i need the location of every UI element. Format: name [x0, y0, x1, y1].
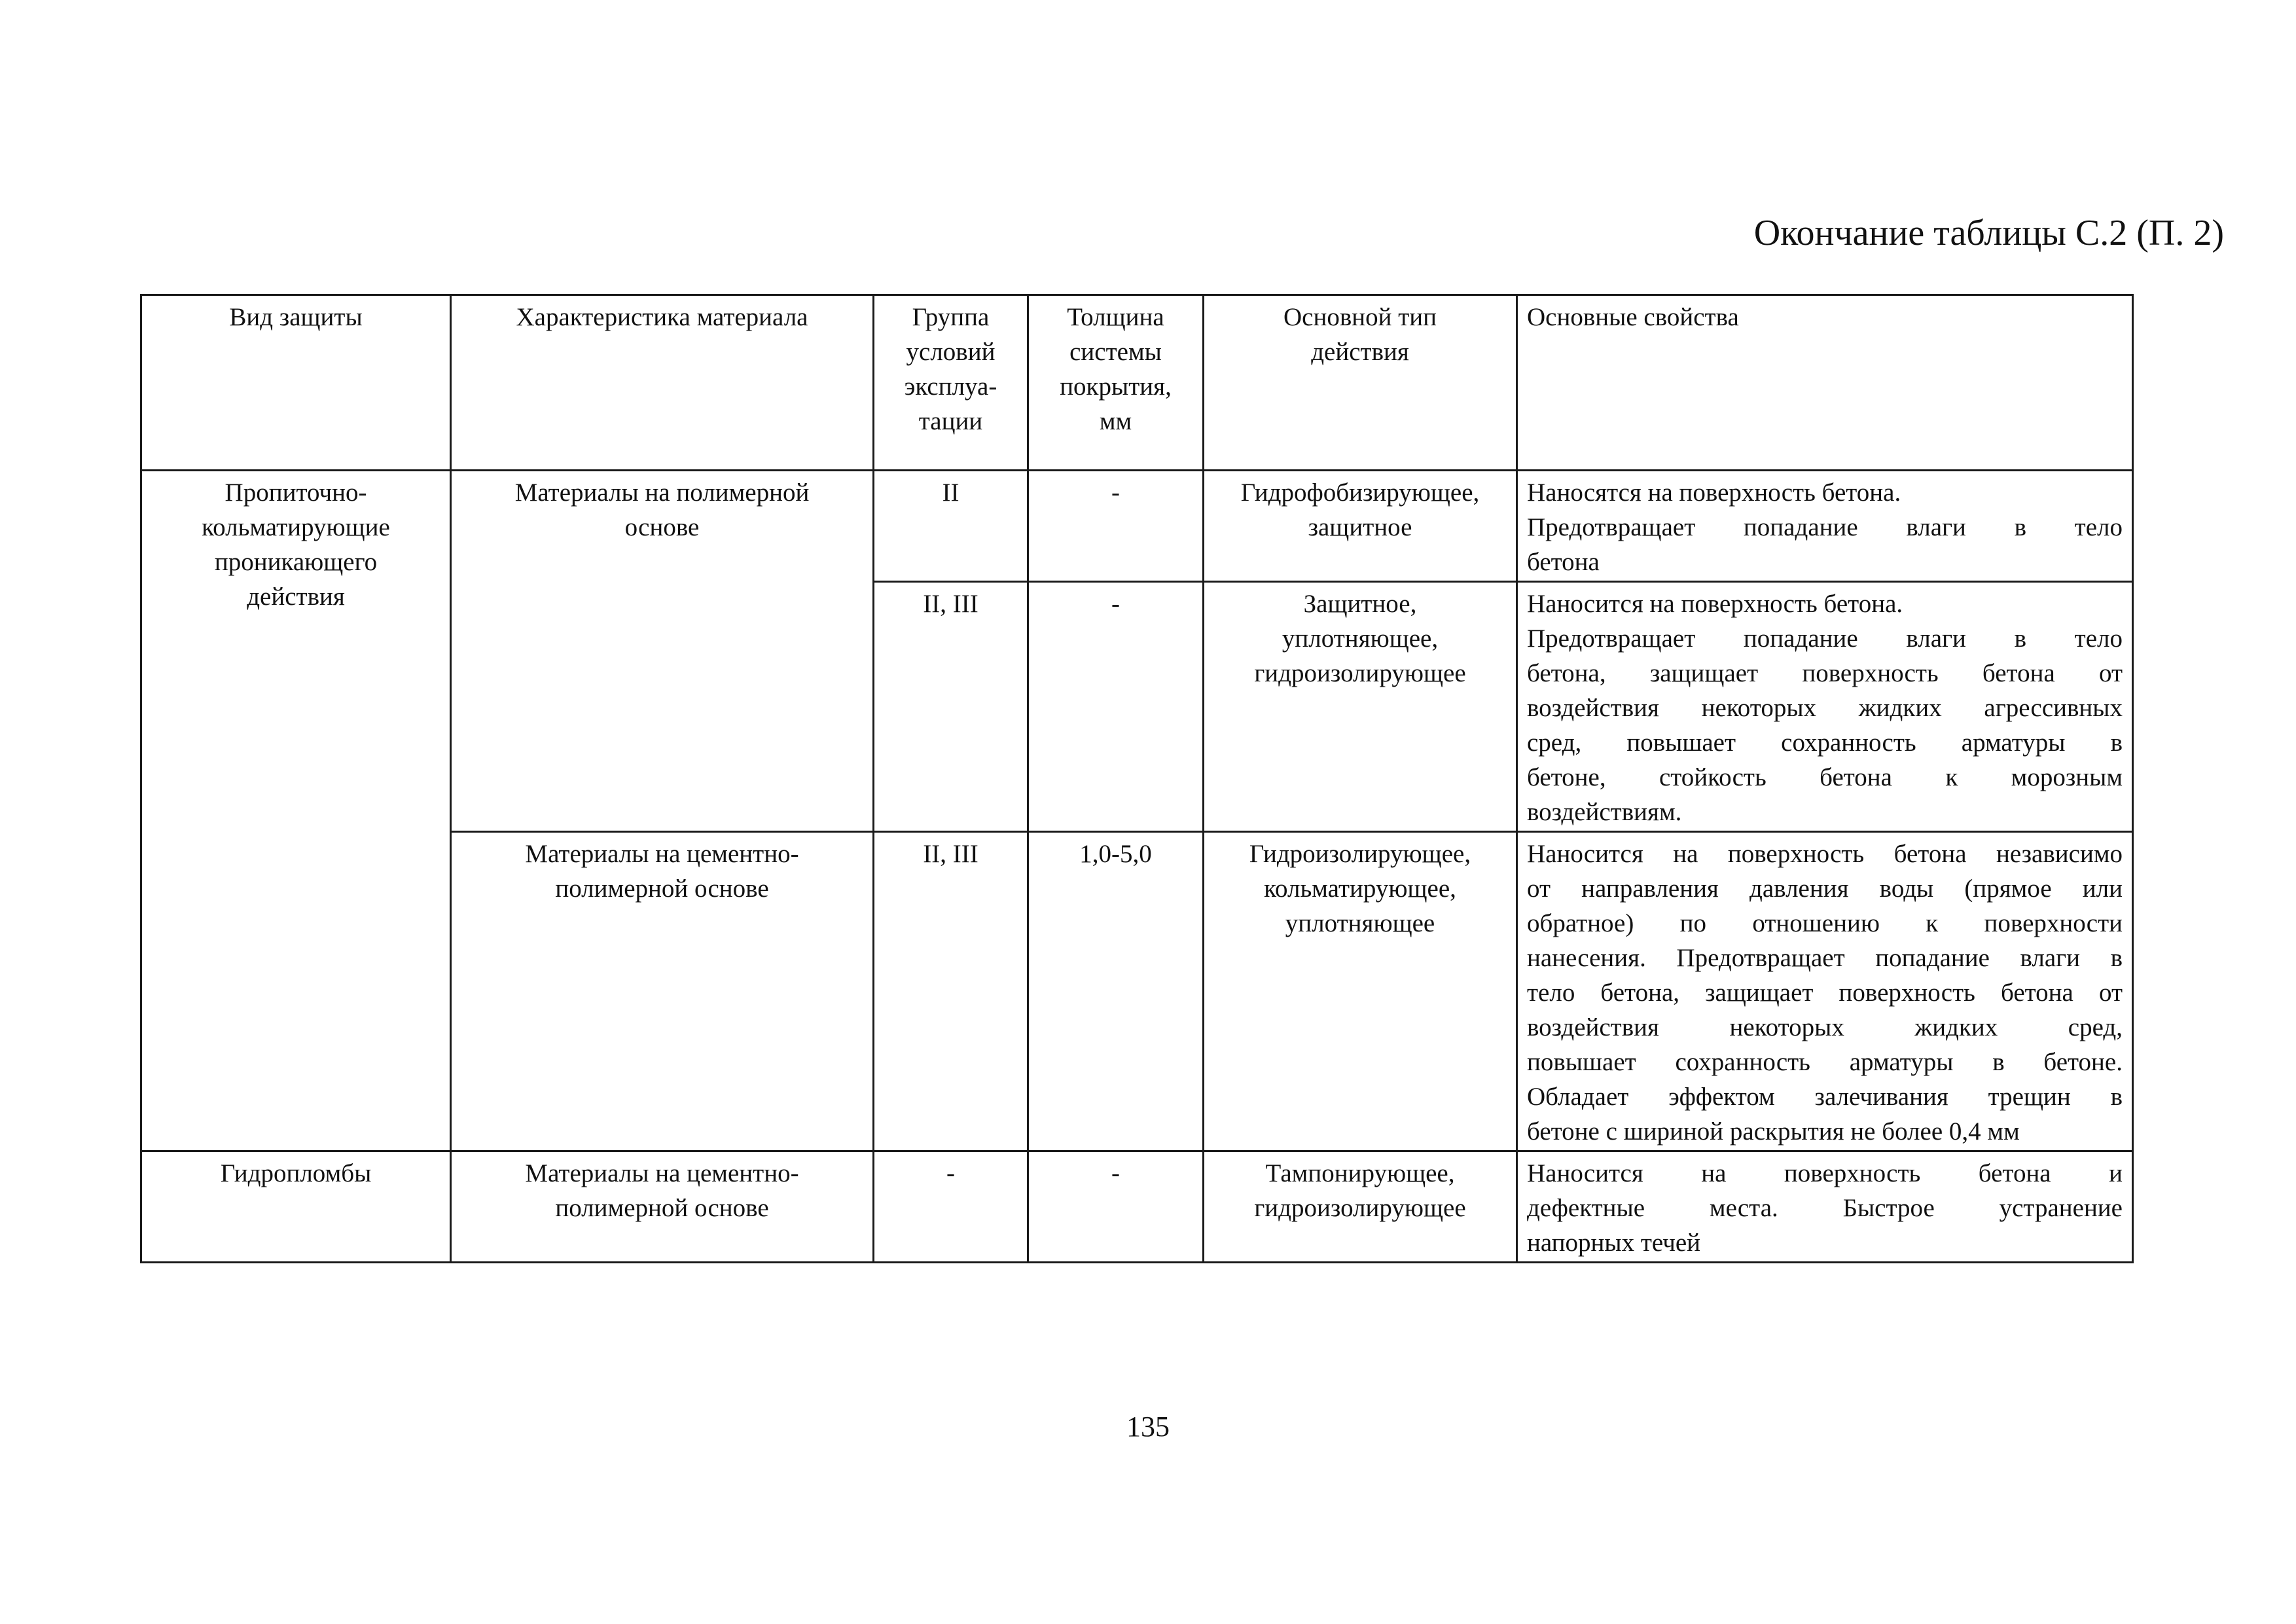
- cell-conditions: II: [874, 471, 1028, 582]
- table-header-row: [141, 295, 2133, 471]
- table-row: [141, 471, 2133, 582]
- cell-material: Материалы на цементно- полимерной основе: [451, 832, 874, 1151]
- cell-material: Материалы на полимерной основе: [451, 471, 874, 832]
- cell-thickness: 1,0-5,0: [1028, 832, 1204, 1151]
- table-row: [141, 1151, 2133, 1263]
- header-thickness: Толщина системы покрытия, мм: [1028, 295, 1204, 471]
- cell-thickness: -: [1028, 1151, 1204, 1263]
- header-action: Основной тип действия: [1204, 295, 1517, 471]
- cell-action: Гидрофобизирующее, защитное: [1204, 471, 1517, 582]
- cell-thickness: -: [1028, 471, 1204, 582]
- cell-conditions: II, III: [874, 582, 1028, 832]
- table-caption: Окончание таблицы С.2 (П. 2): [1753, 213, 2224, 253]
- page-number: 135: [1126, 1411, 1170, 1443]
- cell-thickness: -: [1028, 582, 1204, 832]
- cell-properties: Наносятся на поверхность бетона. Предотвращает попадание влаги в тело бетона: [1517, 471, 2133, 582]
- cell-action: Гидроизолирующее, кольматирующее, уплотняющее: [1204, 832, 1517, 1151]
- cell-conditions: II, III: [874, 832, 1028, 1151]
- protection-table: [140, 294, 2134, 1263]
- cell-material: Материалы на цементно- полимерной основе: [451, 1151, 874, 1263]
- header-material: Характеристика материала: [451, 295, 874, 471]
- cell-action: Тампонирующее, гидроизолирующее: [1204, 1151, 1517, 1263]
- cell-properties: Наносится на поверхность бетона независимо от направления давления воды (прямое или обратное) по отношению к поверхности нанесения. Предотвращает попадание влаги в тело бетона, защищает поверхность бетона от воздействия некоторых жидких сред, повышает сохранность арматуры в бетоне. Обладает эффектом залечивания трещин в бетоне с шириной раскрытия не более 0,4 мм: [1517, 832, 2133, 1151]
- cell-protection-type: Пропиточно- кольматирующие проникающего действия: [141, 471, 451, 1151]
- cell-conditions: -: [874, 1151, 1028, 1263]
- header-protection-type: Вид защиты: [141, 295, 451, 471]
- cell-properties: Наносится на поверхность бетона и дефектные места. Быстрое устранение напорных течей: [1517, 1151, 2133, 1263]
- cell-action: Защитное, уплотняющее, гидроизолирующее: [1204, 582, 1517, 832]
- header-properties: Основные свойства: [1517, 295, 2133, 471]
- cell-protection-type: Гидропломбы: [141, 1151, 451, 1263]
- cell-properties: Наносится на поверхность бетона. Предотвращает попадание влаги в тело бетона, защищает поверхность бетона от воздействия некоторых жидких агрессивных сред, повышает сохранность арматуры в бетоне, стойкость бетона к морозным воздействиям.: [1517, 582, 2133, 832]
- header-conditions: Группа условий эксплуа- тации: [874, 295, 1028, 471]
